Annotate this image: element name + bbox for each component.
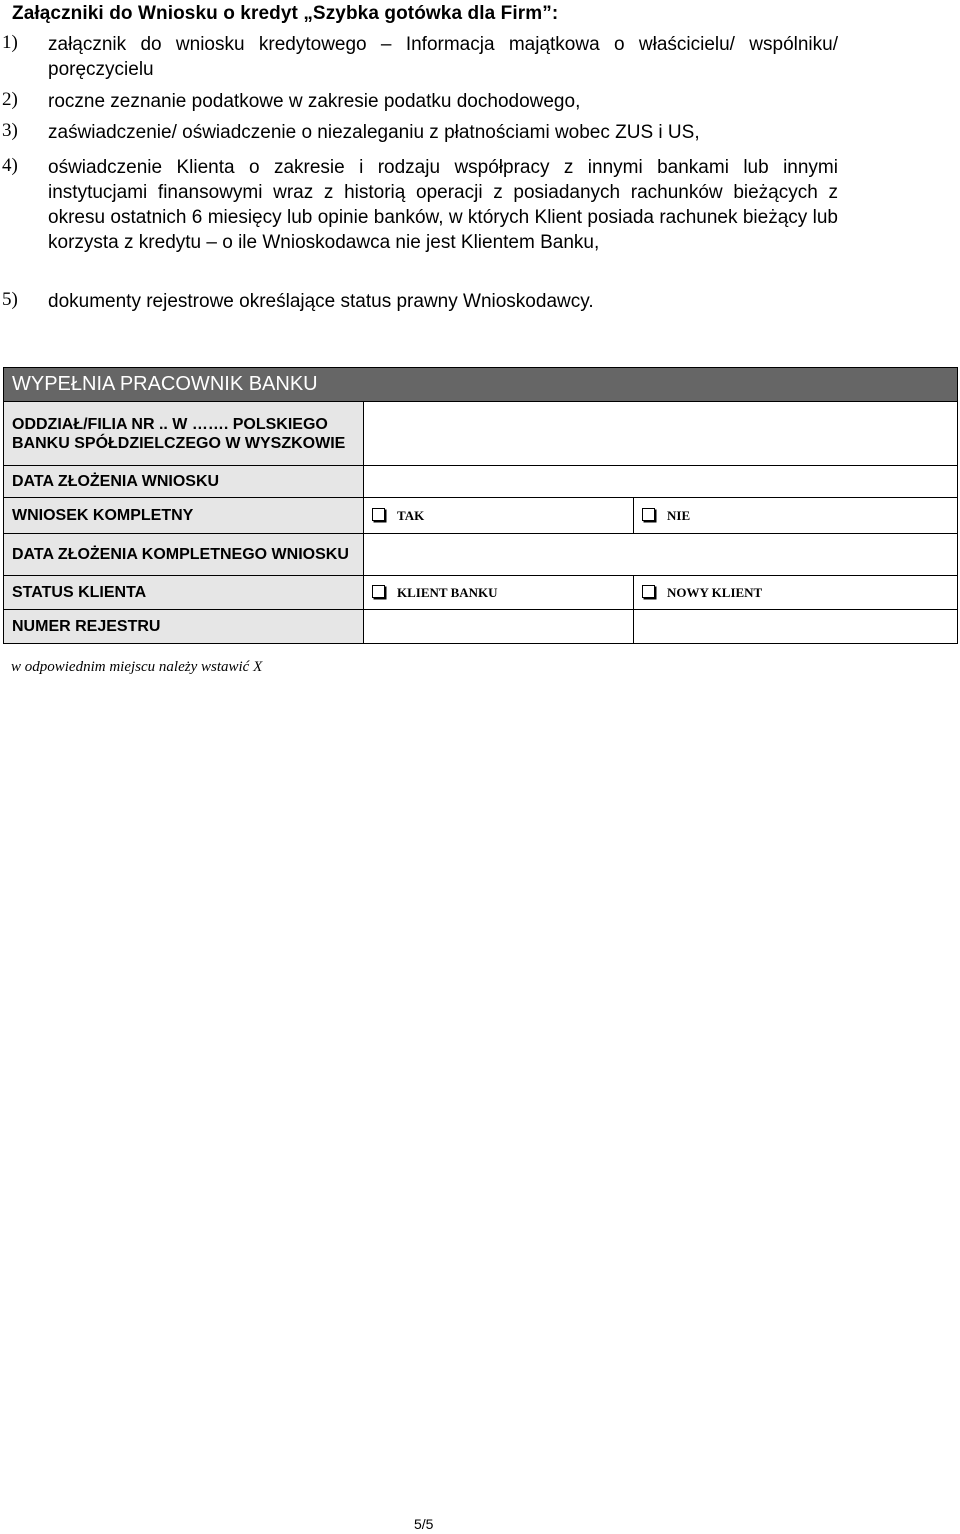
- application-complete-label: WNIOSEK KOMPLETNY: [4, 498, 364, 534]
- page-number: 5/5: [414, 1516, 434, 1532]
- list-item-text: oświadczenie Klienta o zakresie i rodzaju współpracy z innymi bankami lub innymi instytucjami finansowymi wraz z historią operacji z posiadanych rachunków bieżących z okresu ostatnich 6 miesięcy lub opinie banków, w których Klient posiada rachunek bieżący lub korzysta z kredytu – o ile Wnioskodawca nie jest Klientem Banku,: [48, 157, 838, 253]
- register-number-field-2[interactable]: [634, 610, 958, 644]
- attachments-list: [0, 32, 960, 319]
- complete-yes-label: TAK: [397, 508, 425, 523]
- list-item-number: 1): [2, 32, 18, 53]
- list-item: [0, 32, 960, 89]
- status-new-label: NOWY KLIENT: [667, 585, 763, 600]
- form-header: WYPEŁNIA PRACOWNIK BANKU: [4, 368, 958, 402]
- document-title: Załączniki do Wniosku o kredyt „Szybka gotówka dla Firm”:: [12, 3, 559, 24]
- checkbox-icon[interactable]: [642, 585, 655, 598]
- complete-yes-option[interactable]: [364, 498, 634, 534]
- submission-date-label: DATA ZŁOŻENIA WNIOSKU: [4, 466, 364, 498]
- checkbox-icon[interactable]: [372, 585, 385, 598]
- list-item-text: zaświadczenie/ oświadczenie o niezaleganiu z płatnościami wobec ZUS i US,: [48, 122, 700, 143]
- bank-employee-form: [3, 367, 958, 644]
- complete-no-label: NIE: [667, 508, 691, 523]
- client-status-label: STATUS KLIENTA: [4, 576, 364, 610]
- list-item: [0, 155, 960, 289]
- list-item-text: dokumenty rejestrowe określające status prawny Wnioskodawcy.: [48, 291, 594, 312]
- status-new-option[interactable]: [634, 576, 958, 610]
- branch-field[interactable]: [364, 402, 958, 466]
- list-item-number: 4): [2, 155, 18, 176]
- branch-label: ODDZIAŁ/FILIA NR .. W ……. POLSKIEGO BANKU SPÓŁDZIELCZEGO W WYSZKOWIE: [4, 402, 364, 466]
- list-item-text: załącznik do wniosku kredytowego – Informacja majątkowa o właścicielu/ wspólniku/ poręczycielu: [48, 34, 838, 80]
- list-item-text: roczne zeznanie podatkowe w zakresie podatku dochodowego,: [48, 91, 581, 112]
- list-item-number: 3): [2, 120, 18, 141]
- register-number-field[interactable]: [364, 610, 634, 644]
- footnote: w odpowiednim miejscu należy wstawić X: [11, 659, 263, 675]
- list-item-number: 2): [2, 89, 18, 110]
- list-item: [0, 289, 960, 319]
- list-item-number: 5): [2, 289, 18, 310]
- status-existing-option[interactable]: [364, 576, 634, 610]
- register-number-label: NUMER REJESTRU: [4, 610, 364, 644]
- complete-date-label: DATA ZŁOŻENIA KOMPLETNEGO WNIOSKU: [4, 534, 364, 576]
- submission-date-field[interactable]: [364, 466, 958, 498]
- checkbox-icon[interactable]: [372, 508, 385, 521]
- list-item: [0, 120, 960, 155]
- complete-no-option[interactable]: [634, 498, 958, 534]
- status-existing-label: KLIENT BANKU: [397, 585, 498, 600]
- complete-date-field[interactable]: [364, 534, 958, 576]
- list-item: [0, 89, 960, 120]
- checkbox-icon[interactable]: [642, 508, 655, 521]
